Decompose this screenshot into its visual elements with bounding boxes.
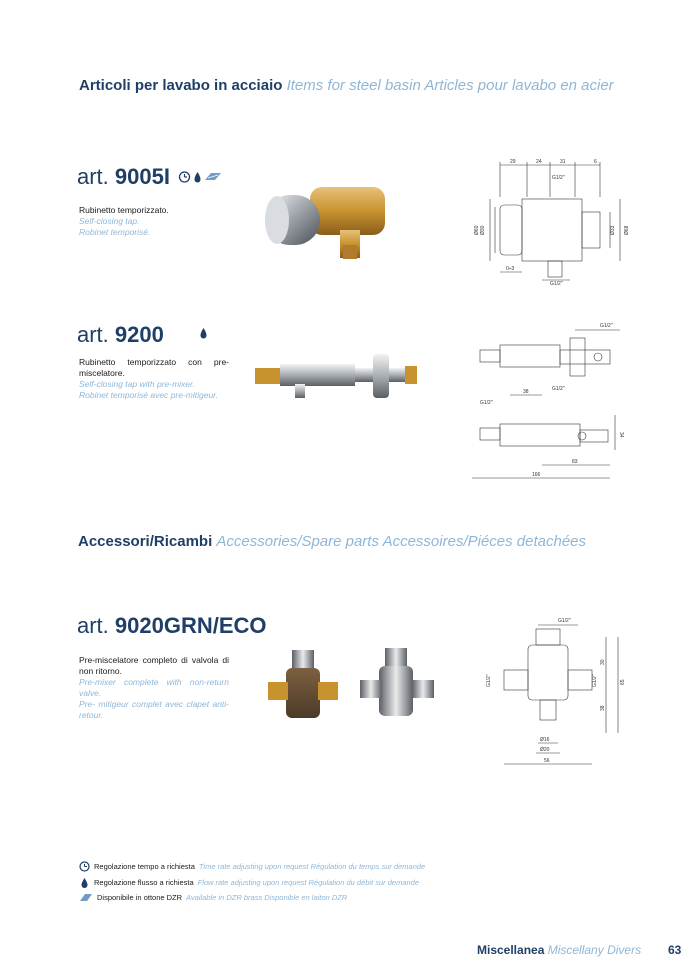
description-fr: Robinet temporisé. xyxy=(79,227,151,237)
dim-label: Ø33 xyxy=(610,225,616,235)
drop-icon xyxy=(193,170,202,183)
premixer-photos xyxy=(262,640,442,730)
legend-label: Disponibile in ottone DZR xyxy=(97,893,183,902)
legend-label: Regolazione tempo a richiesta xyxy=(94,862,195,871)
dim-label: 6 xyxy=(594,159,597,165)
product-code-9200 xyxy=(77,322,164,348)
timer-icon xyxy=(178,170,191,183)
section-title-translation: Accessories/Spare parts Accessoires/Piéces detachées xyxy=(216,533,587,550)
product-description xyxy=(79,357,229,401)
dim-label: 34 xyxy=(618,432,624,438)
dim-label: G1/2" xyxy=(558,618,571,624)
description-en: Pre-mixer complete with non-return valve. xyxy=(79,677,229,698)
description-fr: Pre- mitigeur complet avec clapet anti-retour. xyxy=(79,699,229,720)
dim-label: 29 xyxy=(510,159,516,165)
dim-label: Ø20 xyxy=(540,747,550,753)
dim-label: 56 xyxy=(544,758,550,764)
legend-item xyxy=(79,861,425,872)
dim-label: 38 xyxy=(600,705,606,711)
description-it: Rubinetto temporizzato con pre-miscelatore. xyxy=(79,357,229,378)
dim-label: 30 xyxy=(600,659,606,665)
dim-label: Ø68 xyxy=(624,225,630,235)
article-number: 9020GRN/ECO xyxy=(114,613,267,638)
description-it: Rubinetto temporizzato. xyxy=(79,205,169,215)
legend-translation: Time rate adjusting upon request Régulation du temps sur demande xyxy=(198,862,426,871)
article-number: 9005I xyxy=(114,164,170,189)
product-code-9005i xyxy=(77,164,170,190)
premixer-brass-photo xyxy=(268,650,338,718)
description-it: Pre-miscelatore completo di valvola di non ritorno. xyxy=(79,655,229,676)
description-fr: Robinet temporisé avec pre-mitigeur. xyxy=(79,390,219,400)
legend-label: Regolazione flusso a richiesta xyxy=(94,878,194,887)
dim-label: G1/2" xyxy=(600,323,613,329)
dim-label: G1/2" xyxy=(552,175,565,181)
article-prefix: art. xyxy=(77,164,109,189)
dim-label: 38 xyxy=(523,389,529,395)
drop-icon xyxy=(79,877,90,888)
section-title xyxy=(79,77,614,94)
dim-label: 83 xyxy=(572,459,578,465)
legend-item xyxy=(79,877,425,888)
footer-section xyxy=(477,943,641,957)
article-prefix: art. xyxy=(77,613,109,638)
dim-label: 65 xyxy=(620,679,626,685)
feature-icons xyxy=(178,170,222,183)
description-en: Self-closing tap. xyxy=(79,216,140,226)
page-number: 63 xyxy=(668,943,682,957)
dim-label: G1/2" xyxy=(486,674,492,687)
legend-translation: Flow rate adjusting upon request Régulation du débit sur demande xyxy=(197,878,420,887)
drop-icon xyxy=(199,326,208,339)
dim-label: G1/2" xyxy=(552,386,565,392)
tap-premixer-photo xyxy=(255,350,420,410)
dim-label: G1/2" xyxy=(550,281,563,287)
brass-icon xyxy=(79,893,93,902)
brass-icon xyxy=(204,171,222,182)
technical-drawing-9020grn-eco xyxy=(478,615,638,770)
dim-label: 31 xyxy=(560,159,566,165)
article-number: 9200 xyxy=(114,322,164,347)
dim-label: 24 xyxy=(536,159,542,165)
premixer-chrome-photo xyxy=(360,648,434,716)
technical-drawing-9200 xyxy=(470,320,640,485)
legend-item xyxy=(79,893,425,902)
dim-label: Ø16 xyxy=(540,737,550,743)
timer-icon xyxy=(79,861,90,872)
tap-photo xyxy=(255,175,400,270)
product-description xyxy=(79,655,229,721)
dim-label: G1/2" xyxy=(592,674,598,687)
dim-label: 166 xyxy=(532,472,541,478)
legend-translation: Available in DZR brass Disponible en laiton DZR xyxy=(186,893,348,902)
product-description xyxy=(79,205,229,238)
section-title-translation: Items for steel basin Articles pour lavabo en acier xyxy=(286,77,614,94)
dim-label: 0÷3 xyxy=(506,266,515,272)
footer-section-subtitle: Miscellany Divers xyxy=(547,943,642,957)
article-prefix: art. xyxy=(77,322,109,347)
footer-section-title: Miscellanea xyxy=(477,943,545,957)
dim-label: Ø30 xyxy=(480,225,486,235)
product-code-9020grn-eco xyxy=(77,613,267,639)
icon-legend xyxy=(79,861,425,902)
dim-label: Ø60 xyxy=(474,225,480,235)
section-title xyxy=(78,533,586,550)
dim-label: G1/2" xyxy=(480,400,493,406)
description-en: Self-closing tap with pre-mixer. xyxy=(79,379,195,389)
section-title-it: Articoli per lavabo in acciaio xyxy=(79,77,283,94)
section-title-it: Accessori/Ricambi xyxy=(78,533,213,550)
technical-drawing-9005i xyxy=(470,157,640,292)
